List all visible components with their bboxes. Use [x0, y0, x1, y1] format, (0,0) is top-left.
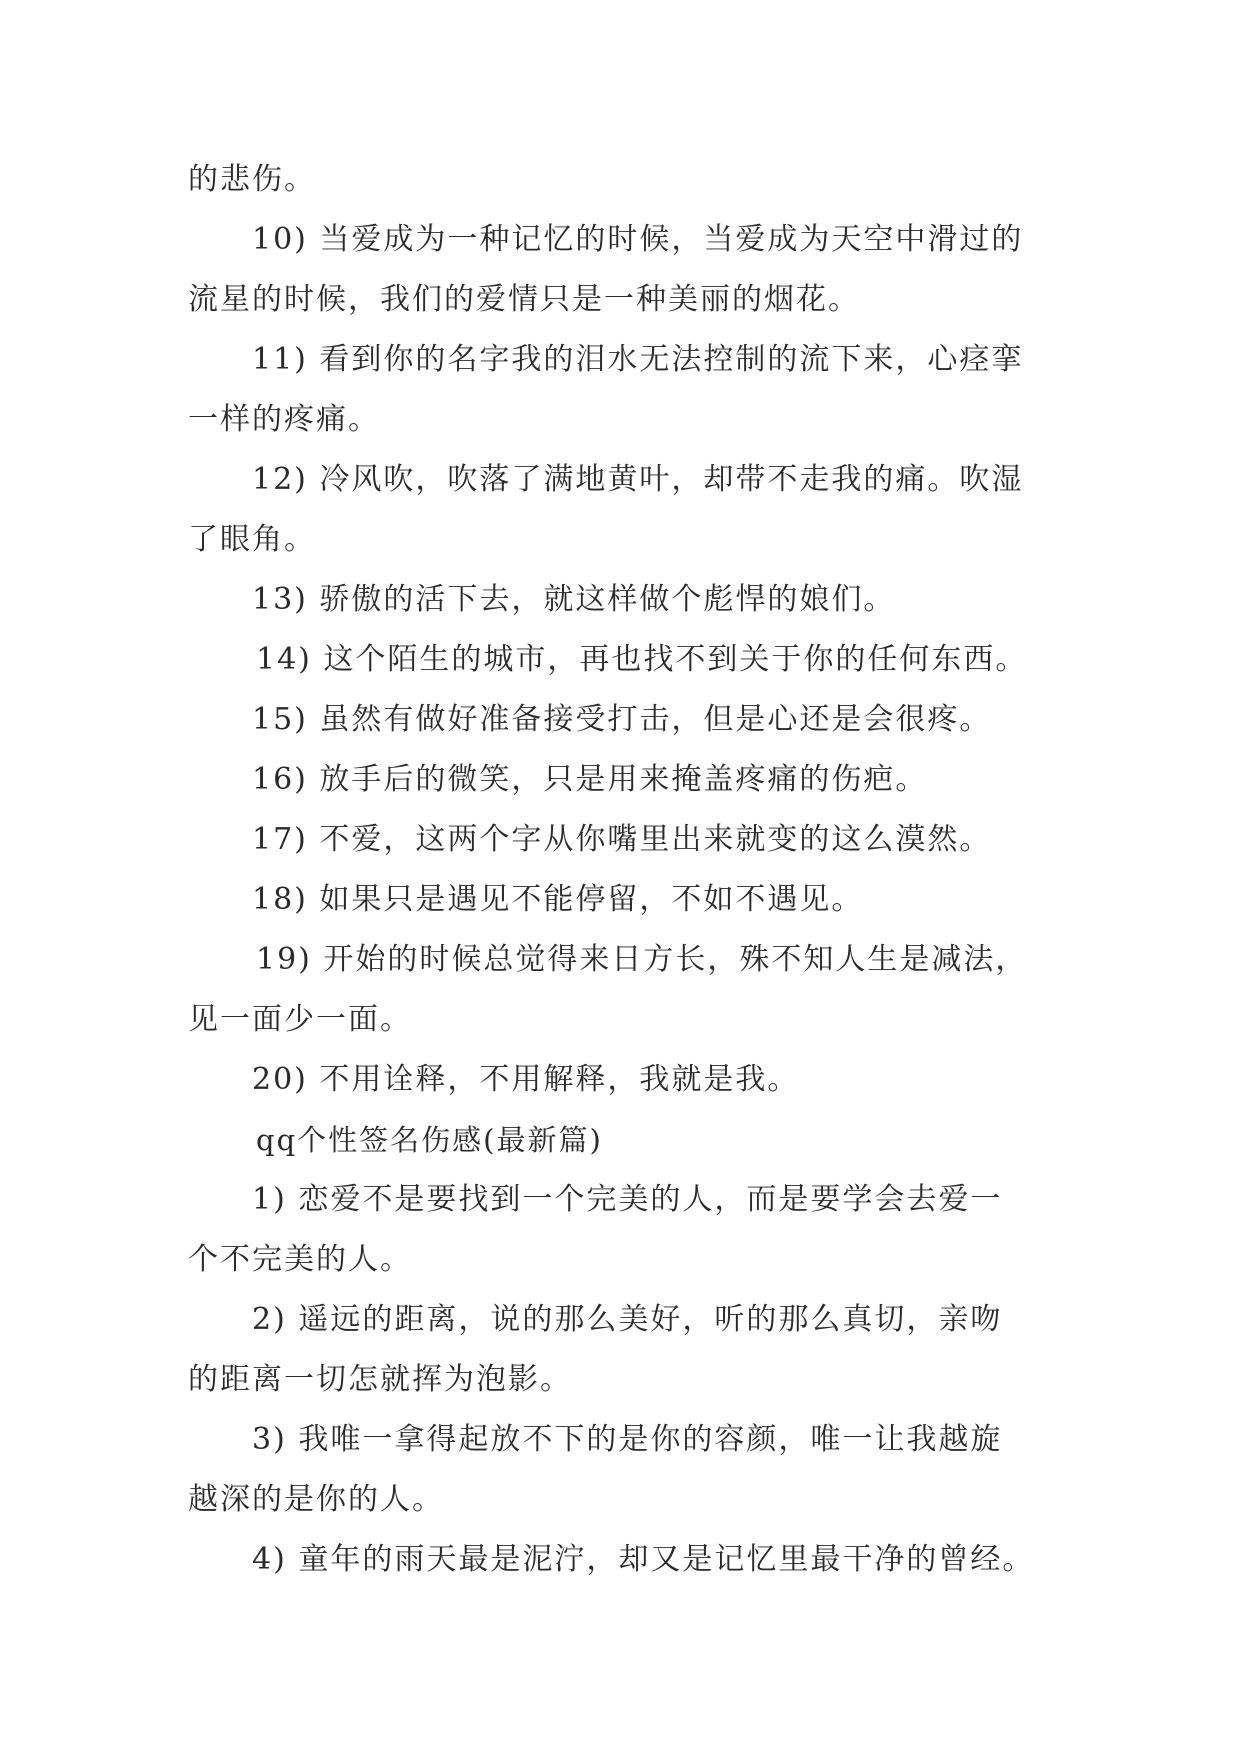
- document-body: [188, 150, 1068, 1590]
- list-item-19: 19) 开始的时候总觉得来日方长，殊不知人生是减法，: [256, 942, 1028, 977]
- list-item-1: 1) 恋爱不是要找到一个完美的人，而是要学会去爱一: [252, 1182, 1003, 1217]
- text-line: 越深的是你的人。: [188, 1482, 444, 1517]
- list-item-3: 3) 我唯一拿得起放不下的是你的容颜，唯一让我越旋: [252, 1422, 1003, 1457]
- list-item-14: 14) 这个陌生的城市，再也找不到关于你的任何东西。: [256, 642, 1028, 677]
- text-line: 的悲伤。: [188, 162, 316, 197]
- text-line: 流星的时候，我们的爱情只是一种美丽的烟花。: [188, 282, 860, 317]
- text-line: 见一面少一面。: [188, 1002, 412, 1037]
- section-heading: qq个性签名伤感(最新篇): [256, 1123, 603, 1157]
- list-item-11: 11) 看到你的名字我的泪水无法控制的流下来，心痉挛: [252, 342, 1024, 377]
- text-line: 一样的疼痛。: [188, 402, 380, 437]
- list-item-10: 10) 当爱成为一种记忆的时候，当爱成为天空中滑过的: [252, 222, 1024, 257]
- text-line: 了眼角。: [188, 522, 316, 557]
- list-item-2: 2) 遥远的距离，说的那么美好，听的那么真切，亲吻: [252, 1302, 1003, 1337]
- text-line: 的距离一切怎就挥为泡影。: [188, 1362, 572, 1397]
- list-item-4: 4) 童年的雨天最是泥泞，却又是记忆里最干净的曾经。: [252, 1542, 1035, 1577]
- list-item-12: 12) 冷风吹，吹落了满地黄叶，却带不走我的痛。吹湿: [252, 462, 1024, 497]
- text-line: 个不完美的人。: [188, 1242, 412, 1277]
- list-item-17: 17) 不爱，这两个字从你嘴里出来就变的这么漠然。: [252, 822, 992, 857]
- list-item-16: 16) 放手后的微笑，只是用来掩盖疼痛的伤疤。: [252, 762, 928, 797]
- list-item-20: 20) 不用诠释，不用解释，我就是我。: [252, 1062, 800, 1097]
- list-item-15: 15) 虽然有做好准备接受打击，但是心还是会很疼。: [252, 702, 992, 737]
- list-item-18: 18) 如果只是遇见不能停留，不如不遇见。: [252, 882, 864, 917]
- list-item-13: 13) 骄傲的活下去，就这样做个彪悍的娘们。: [252, 582, 896, 617]
